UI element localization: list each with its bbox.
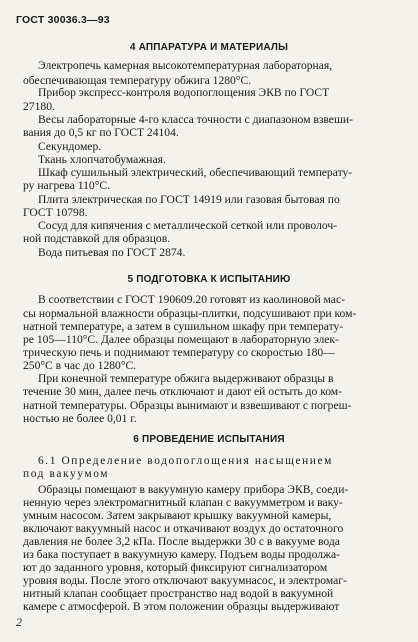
- s4-line-13: Сосуд для кипячения с металлической сеткой или проволоч-: [38, 219, 338, 232]
- s5-line-10: ностью не более 0,01 г.: [23, 412, 137, 425]
- s4-line-11: Плита электрическая по ГОСТ 14919 или газовая бытовая по: [38, 193, 340, 206]
- section-6-title: 6 ПРОВЕДЕНИЕ ИСПЫТАНИЯ: [133, 434, 285, 445]
- s5-line-2: сы нормальной влажности образцы-плитки, подсушивают при ком-: [23, 307, 357, 320]
- s4-line-14: ной подставкой для образцов.: [23, 232, 171, 245]
- s4-line-15: Вода питьевая по ГОСТ 2874.: [38, 246, 186, 259]
- s4-line-9: Шкаф сушильный электрический, обеспечивающий температу-: [38, 166, 353, 179]
- s6-line-3: умным насосом. Затем закрывают крышку вакуумной камеры,: [23, 509, 332, 522]
- s5-line-7: При конечной температуре обжига выдерживают образцы в: [38, 372, 334, 385]
- s5-line-3: натной температуре, а затем в сушильном шкафу при температу-: [23, 320, 344, 333]
- s6-line-1: Образцы помещают в вакуумную камеру прибора ЭКВ, соеди-: [38, 483, 349, 496]
- s6-line-4: включают вакуумный насос и откачивают воздух до остаточного: [23, 522, 344, 535]
- section-4-title: 4 АППАРАТУРА И МАТЕРИАЛЫ: [129, 42, 289, 53]
- document-header: ГОСТ 30036.3—93: [16, 14, 110, 26]
- s6-line-2: ненную через электромагнитный клапан с вакуумметром и ваку-: [23, 496, 343, 509]
- s4-line-2: обеспечивающая температуру обжига 1280°С.: [23, 74, 252, 87]
- s4-line-10: ру нагрева 110°С.: [23, 179, 110, 192]
- s4-line-3: Прибор экспресс-контроля водопоглощения ЭКВ по ГОСТ: [38, 86, 330, 99]
- s6-line-6: из бака поступает в вакуумную камеру. Подъем воды продолжа-: [23, 548, 341, 561]
- s4-line-5: Весы лабораторные 4-го класса точности с диапазоном взвеши-: [38, 113, 353, 126]
- s5-line-9: натной температуры. Образцы вынимают и взвешивают с погреш-: [23, 399, 352, 412]
- s4-line-1: [0, 58, 400, 73]
- s4-line-1-text: Электропечь камерная высокотемпературная лабораторная,: [38, 59, 333, 72]
- s5-line-5: трическую печь и поднимают температуру со скоростью 180—: [23, 346, 335, 359]
- s5-line-1: В соответствии с ГОСТ 190609.20 готовят из каолиновой мас-: [38, 293, 345, 306]
- s4-line-7: Секундомер.: [38, 140, 102, 153]
- s6-line-9: нитный клапан сообщает пространство над водой в вакуумной: [23, 587, 334, 600]
- section-5-title: 5 ПОДГОТОВКА К ИСПЫТАНИЮ: [127, 274, 291, 285]
- s6-line-8: уровня воды. После этого отключают вакуумнасос, и электромаг-: [23, 574, 347, 587]
- s4-line-8: Ткань хлопчатобумажная.: [38, 153, 166, 166]
- page-number: 2: [16, 615, 22, 629]
- s5-line-4: ре 105—110°С. Далее образцы помещают в лабораторную элек-: [23, 333, 339, 346]
- s6-line-5: давления не более 3,2 кПа. После выдержки 30 с в вакууме вода: [23, 535, 340, 548]
- s4-line-4: 27180.: [23, 100, 55, 113]
- s6-line-7: ют до заданного уровня, который фиксируют сигнализатором: [23, 561, 328, 574]
- s5-line-6: 250°С в час до 1280°С.: [23, 359, 137, 372]
- s5-line-8: течение 30 мин, далее печь отключают и дают ей остыть до ком-: [23, 385, 343, 398]
- s6-subheading-line-1: 6.1 Определение водопоглощения насыщением: [38, 455, 333, 467]
- s6-subheading-line-2: под вакуумом: [23, 468, 110, 480]
- s4-line-12: ГОСТ 10798.: [23, 206, 88, 219]
- s4-line-6: вания до 0,5 кг по ГОСТ 24104.: [23, 126, 179, 139]
- s6-line-10: камере с атмосферой. В этом положении образцы выдерживают: [23, 600, 340, 613]
